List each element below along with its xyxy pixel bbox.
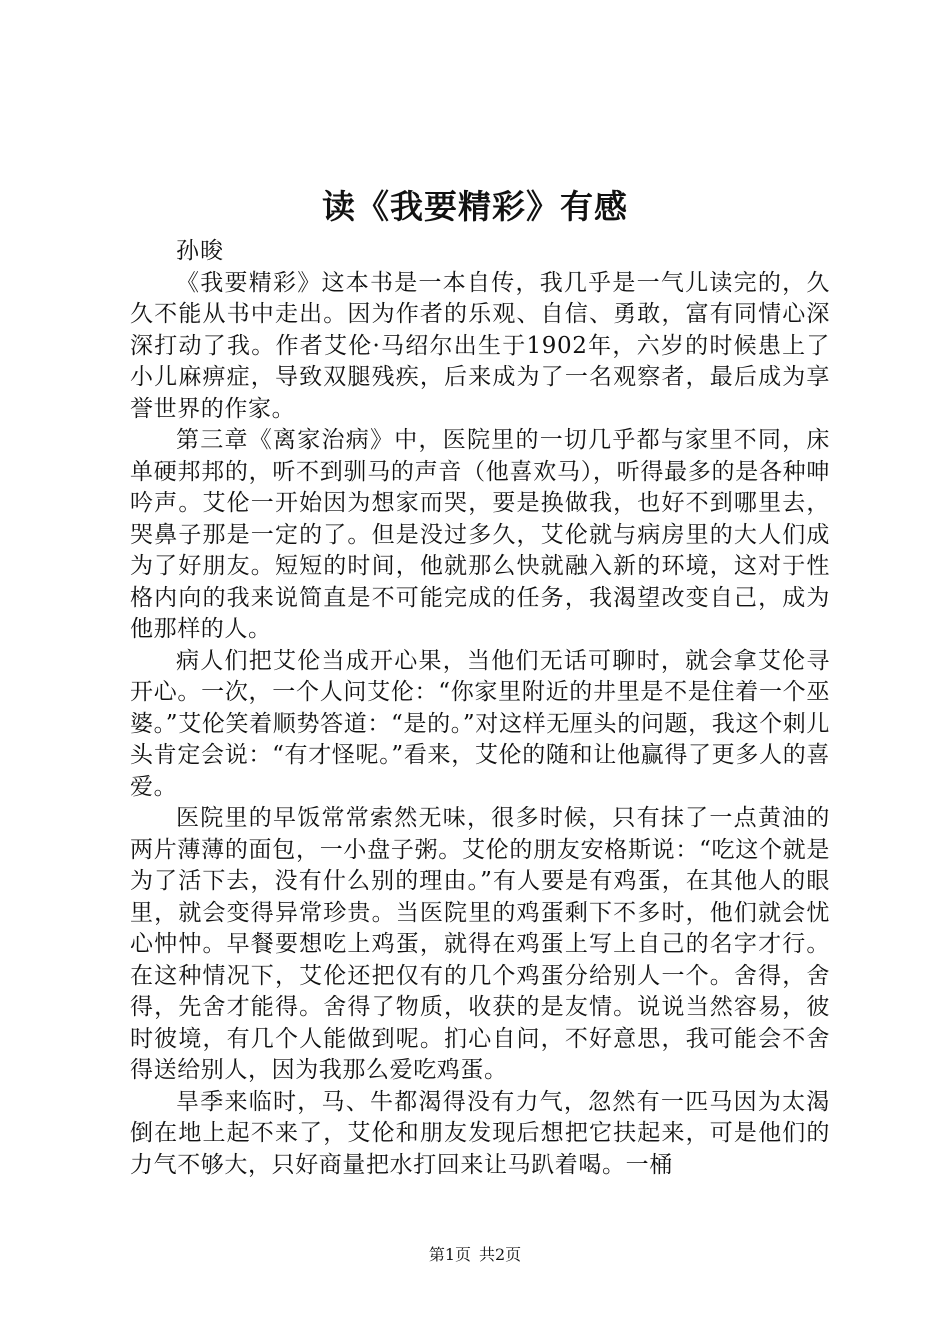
paragraph-1: 《我要精彩》这本书是一本自传，我几乎是一气儿读完的，久久不能从书中走出。因为作者的乐观、自信、勇敢，富有同情心深深打动了我。作者艾伦·马绍尔出生于1902年，六岁的时候患上了小儿麻痹症，导致双腿残疾，后来成为了一名观察者，最后成为享誉世界的作家。 [130, 269, 830, 422]
document-body [130, 236, 830, 1181]
document-title: 读《我要精彩》有感 [322, 187, 628, 226]
page-total: 共2页 [479, 1245, 522, 1264]
paragraph-5: 旱季来临时，马、牛都渴得没有力气，忽然有一匹马因为太渴倒在地上起不来了，艾伦和朋友发现后想把它扶起来，可是他们的力气不够大，只好商量把水打回来让马趴着喝。一桶 [130, 1088, 830, 1178]
page-number: 第1页 [428, 1245, 471, 1264]
paragraph-2: 第三章《离家治病》中，医院里的一切几乎都与家里不同，床单硬邦邦的，听不到驯马的声音（他喜欢马），听得最多的是各种呻吟声。艾伦一开始因为想家而哭，要是换做我，也好不到哪里去，哭鼻子那是一定的了。但是没过多久，艾伦就与病房里的大人们成为了好朋友。短短的时间，他就那么快就融入新的环境，这对于性格内向的我来说简直是不可能完成的任务，我渴望改变自己，成为他那样的人。 [130, 427, 830, 642]
page-footer [0, 1243, 950, 1267]
paragraph-4: 医院里的早饭常常索然无味，很多时候，只有抹了一点黄油的两片薄薄的面包，一小盘子粥。艾伦的朋友安格斯说：“吃这个就是为了活下去，没有什么别的理由。”有人要是有鸡蛋，在其他人的眼里，就会变得异常珍贵。当医院里的鸡蛋剩下不多时，他们就会忧心忡忡。早餐要想吃上鸡蛋，就得在鸡蛋上写上自己的名字才行。在这种情况下，艾伦还把仅有的几个鸡蛋分给别人一个。舍得，舍得，先舍才能得。舍得了物质，收获的是友情。说说当然容易，彼时彼境，有几个人能做到呢。扪心自问，不好意思，我可能会不舍得送给别人，因为我那么爱吃鸡蛋。 [130, 805, 830, 1083]
paragraph-3: 病人们把艾伦当成开心果，当他们无话可聊时，就会拿艾伦寻开心。一次，一个人问艾伦：“你家里附近的井里是不是住着一个巫婆。”艾伦笑着顺势答道：“是的。”对这样无厘头的问题，我这个刺儿头肯定会说：“有才怪呢。”看来，艾伦的随和让他赢得了更多人的喜爱。 [130, 647, 830, 800]
author-name: 孙晙 [176, 238, 224, 264]
